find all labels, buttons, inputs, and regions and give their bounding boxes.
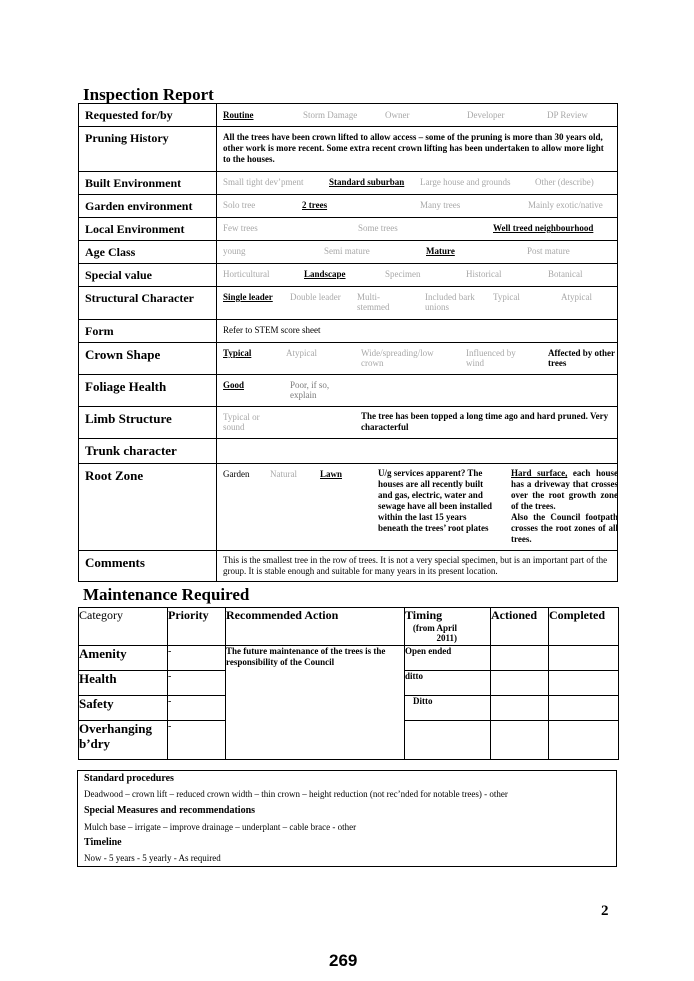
option-typical-sound: Typical or sound bbox=[223, 412, 260, 432]
row-age bbox=[79, 241, 618, 264]
option-crown-atypical: Atypical bbox=[286, 348, 317, 358]
label-root: Root Zone bbox=[79, 464, 217, 551]
recommended-action: The future maintenance of the trees is the responsibility of the Council bbox=[226, 646, 405, 760]
timing-health: ditto bbox=[405, 671, 491, 696]
row-crown bbox=[79, 343, 618, 375]
root-hard-surface bbox=[511, 468, 618, 512]
row-pruning bbox=[79, 127, 618, 172]
category-amenity: Amenity bbox=[79, 646, 168, 671]
option-natural: Natural bbox=[270, 469, 297, 479]
option-dp-review: DP Review bbox=[547, 110, 588, 120]
option-small-tight: Small tight dev’pment bbox=[223, 177, 304, 187]
option-2-trees: 2 trees bbox=[302, 200, 328, 210]
header-timing bbox=[405, 608, 491, 646]
row-form bbox=[79, 320, 618, 343]
header-priority: Priority bbox=[168, 608, 226, 646]
actioned-overhanging bbox=[491, 721, 549, 760]
option-lawn: Lawn bbox=[320, 469, 343, 479]
timeline-text: Now - 5 years - 5 yearly - As required bbox=[84, 853, 221, 863]
header-actioned: Actioned bbox=[491, 608, 549, 646]
option-botanical: Botanical bbox=[548, 269, 583, 279]
priority-safety: - bbox=[168, 696, 226, 721]
row-limb bbox=[79, 407, 618, 439]
row-foliage bbox=[79, 375, 618, 407]
standard-procedures-text: Deadwood – crown lift – reduced crown width – thin crown – height reduction (not rec’nded for notable trees) - other bbox=[84, 789, 508, 799]
row-special bbox=[79, 264, 618, 287]
option-semi-mature: Semi mature bbox=[324, 246, 370, 256]
option-owner: Owner bbox=[385, 110, 410, 120]
form-text: Refer to STEM score sheet bbox=[223, 325, 321, 335]
option-horticultural: Horticultural bbox=[223, 269, 270, 279]
procedures-box bbox=[77, 770, 617, 867]
option-crown-typical: Typical bbox=[223, 348, 252, 358]
priority-overhanging: - bbox=[168, 721, 226, 760]
category-overhanging: Overhanging b’dry bbox=[79, 721, 168, 760]
inspection-table bbox=[78, 103, 618, 582]
actioned-amenity bbox=[491, 646, 549, 671]
header-action: Recommended Action bbox=[226, 608, 405, 646]
row-structural bbox=[79, 287, 618, 320]
special-measures-title: Special Measures and recommendations bbox=[84, 805, 256, 816]
label-pruning: Pruning History bbox=[79, 127, 217, 172]
timeline-title: Timeline bbox=[84, 837, 122, 848]
option-other: Other (describe) bbox=[535, 177, 594, 187]
header-category: Category bbox=[79, 608, 168, 646]
label-limb: Limb Structure bbox=[79, 407, 217, 439]
option-standard-suburban: Standard suburban bbox=[329, 177, 405, 187]
actioned-health bbox=[491, 671, 549, 696]
timing-safety: Ditto bbox=[405, 696, 491, 721]
root-footpath: Also the Council footpath crosses the root zones of all trees. bbox=[511, 512, 618, 544]
row-local bbox=[79, 218, 618, 241]
option-typical: Typical bbox=[493, 292, 520, 302]
option-many-trees: Many trees bbox=[420, 200, 461, 210]
row-garden bbox=[79, 195, 618, 218]
option-well-treed: Well treed neighbourhood bbox=[493, 223, 594, 233]
option-specimen: Specimen bbox=[385, 269, 421, 279]
option-single-leader: Single leader bbox=[223, 292, 273, 302]
label-crown: Crown Shape bbox=[79, 343, 217, 375]
option-historical: Historical bbox=[466, 269, 502, 279]
option-few-trees: Few trees bbox=[223, 223, 258, 233]
priority-amenity: - bbox=[168, 646, 226, 671]
option-landscape: Landscape bbox=[304, 269, 346, 279]
header-completed: Completed bbox=[549, 608, 619, 646]
category-health: Health bbox=[79, 671, 168, 696]
comments-text: This is the smallest tree in the row of trees. It is not a very special specimen, but is an important part of the group. It is stable enough and suitable for many years in its present location. bbox=[223, 555, 608, 576]
label-trunk: Trunk character bbox=[79, 439, 217, 464]
page-number-small: 2 bbox=[601, 903, 609, 919]
option-post-mature: Post mature bbox=[527, 246, 570, 256]
option-atypical: Atypical bbox=[561, 292, 592, 302]
option-developer: Developer bbox=[467, 110, 505, 120]
completed-amenity bbox=[549, 646, 619, 671]
option-solo-tree: Solo tree bbox=[223, 200, 256, 210]
page-title: Inspection Report bbox=[83, 85, 214, 104]
option-poor: Poor, if so, explain bbox=[290, 380, 330, 400]
row-root bbox=[79, 464, 618, 551]
label-form: Form bbox=[79, 320, 217, 343]
trunk-value bbox=[217, 439, 617, 463]
option-good: Good bbox=[223, 380, 245, 390]
option-influenced-wind: Influenced by wind bbox=[466, 348, 516, 368]
option-some-trees: Some trees bbox=[358, 223, 398, 233]
row-comments bbox=[79, 551, 618, 582]
completed-safety bbox=[549, 696, 619, 721]
standard-procedures-title: Standard procedures bbox=[84, 773, 174, 784]
option-large-house: Large house and grounds bbox=[420, 177, 511, 187]
label-comments: Comments bbox=[79, 551, 217, 582]
label-garden: Garden environment bbox=[79, 195, 217, 218]
priority-health: - bbox=[168, 671, 226, 696]
option-storm-damage: Storm Damage bbox=[303, 110, 358, 120]
timing-amenity: Open ended bbox=[405, 646, 491, 671]
special-measures-text: Mulch base – irrigate – improve drainage – underplant – cable brace - other bbox=[84, 822, 357, 832]
label-age: Age Class bbox=[79, 241, 217, 264]
label-foliage: Foliage Health bbox=[79, 375, 217, 407]
maintenance-table bbox=[78, 607, 619, 760]
timing-overhanging bbox=[405, 721, 491, 760]
maintenance-title: Maintenance Required bbox=[83, 585, 250, 604]
header-timing-label: Timing bbox=[405, 608, 443, 622]
pruning-text: All the trees have been crown lifted to allow access – some of the pruning is more than 30 years old, other work is more recent. Some extra recent crown lifting has been undertaken to allow more light to the houses. bbox=[223, 132, 604, 164]
page-number-large: 269 bbox=[329, 951, 358, 970]
option-young: young bbox=[223, 246, 246, 256]
option-included-bark: Included bark unions bbox=[425, 292, 475, 312]
limb-note: The tree has been topped a long time ago and hard pruned. Very characterful bbox=[361, 411, 609, 432]
header-timing-from: (from April 2011) bbox=[412, 623, 457, 643]
option-double-leader: Double leader bbox=[290, 292, 341, 302]
row-trunk bbox=[79, 439, 618, 464]
root-utility-text: U/g services apparent? The houses are all recently built and gas, electric, water and sewage have all been installed within the last 15 years beneath the trees’ root plates bbox=[378, 468, 492, 533]
label-built: Built Environment bbox=[79, 172, 217, 195]
category-safety: Safety bbox=[79, 696, 168, 721]
label-local: Local Environment bbox=[79, 218, 217, 241]
option-mainly-exotic: Mainly exotic/native bbox=[528, 200, 603, 210]
hard-surface-label: Hard surface, bbox=[511, 468, 568, 478]
maintenance-header-row bbox=[79, 608, 619, 646]
label-special: Special value bbox=[79, 264, 217, 287]
completed-health bbox=[549, 671, 619, 696]
option-wide-spreading: Wide/spreading/low crown bbox=[361, 348, 434, 368]
row-built bbox=[79, 172, 618, 195]
option-affected-trees: Affected by other trees bbox=[548, 348, 615, 368]
option-routine: Routine bbox=[223, 110, 254, 120]
hard-surface-text: each house has a driveway that crosses over the root growth zone of the trees. bbox=[511, 468, 618, 511]
option-multi-stemmed: Multi-stemmed bbox=[357, 292, 390, 312]
row-requested bbox=[79, 104, 618, 127]
label-structural: Structural Character bbox=[79, 287, 217, 320]
option-garden: Garden bbox=[223, 469, 250, 479]
label-requested: Requested for/by bbox=[79, 104, 217, 127]
maintenance-row-amenity bbox=[79, 646, 619, 671]
completed-overhanging bbox=[549, 721, 619, 760]
actioned-safety bbox=[491, 696, 549, 721]
option-mature: Mature bbox=[426, 246, 455, 256]
